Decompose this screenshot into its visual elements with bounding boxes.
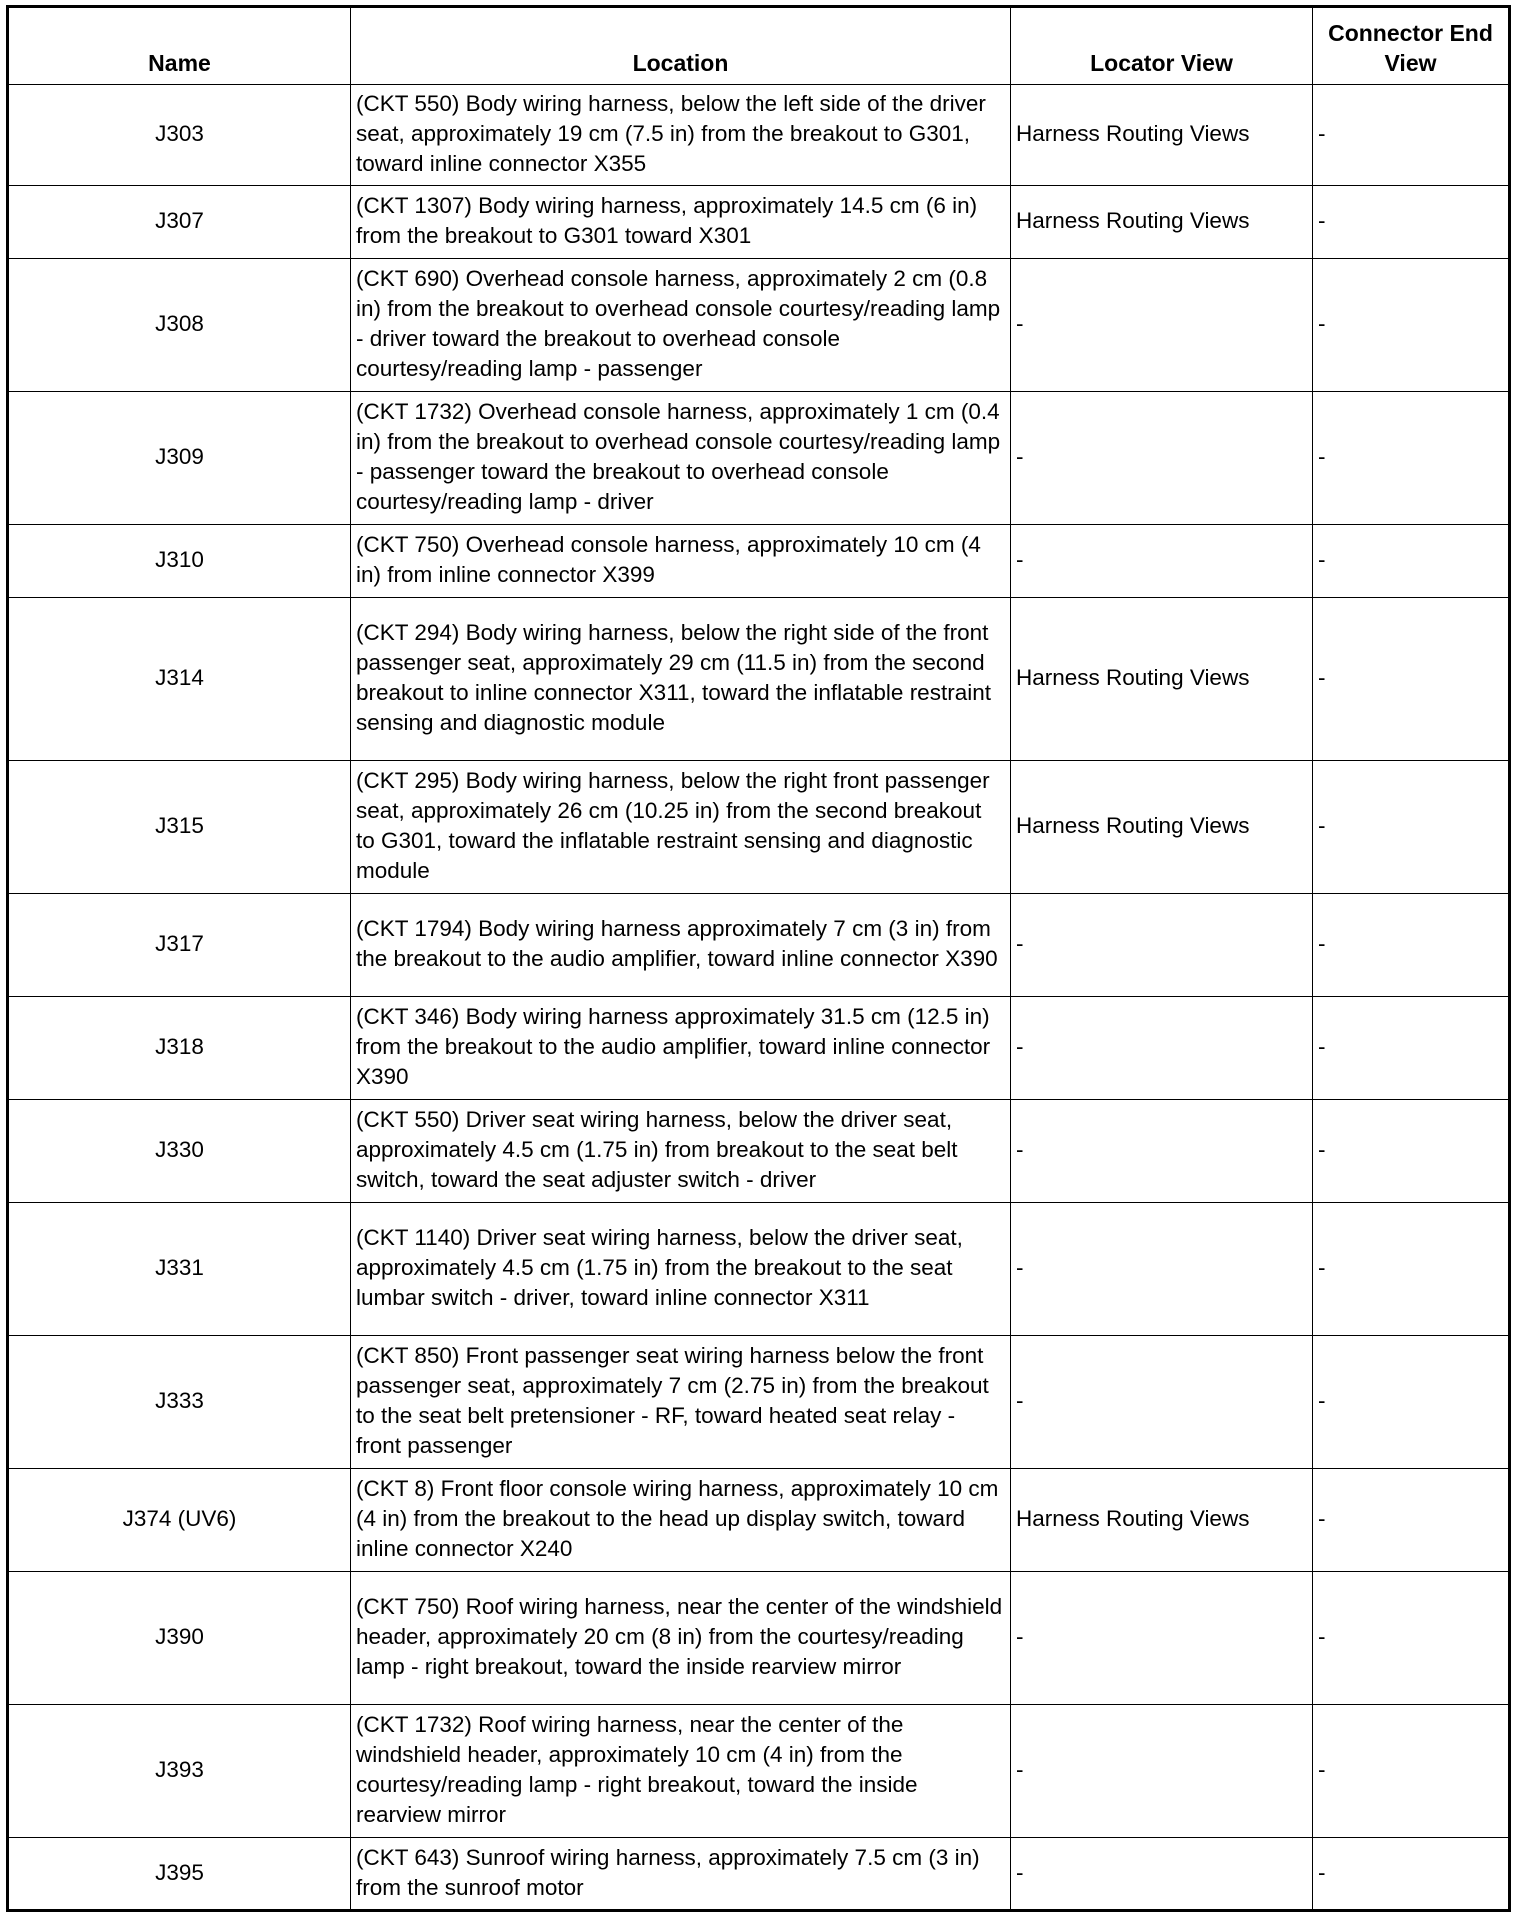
cell-name: J315 bbox=[8, 761, 351, 894]
cell-name: J314 bbox=[8, 598, 351, 761]
cell-location: (CKT 1794) Body wiring harness approximately 7 cm (3 in) from the breakout to the audio amplifier, toward inline connector X390 bbox=[351, 894, 1011, 997]
cell-location: (CKT 346) Body wiring harness approximately 31.5 cm (12.5 in) from the breakout to the audio amplifier, toward inline connector X390 bbox=[351, 997, 1011, 1100]
cell-name: J303 bbox=[8, 85, 351, 186]
cell-location: (CKT 1732) Roof wiring harness, near the center of the windshield header, approximately 10 cm (4 in) from the courtesy/reading lamp - right breakout, toward the inside rearview mirror bbox=[351, 1705, 1011, 1838]
cell-location: (CKT 643) Sunroof wiring harness, approximately 7.5 cm (3 in) from the sunroof motor bbox=[351, 1838, 1011, 1911]
table-row bbox=[8, 1336, 1510, 1469]
header-name: Name bbox=[8, 7, 351, 85]
cell-name: J395 bbox=[8, 1838, 351, 1911]
cell-name: J393 bbox=[8, 1705, 351, 1838]
cell-locator-view: - bbox=[1011, 259, 1313, 392]
cell-location: (CKT 1307) Body wiring harness, approximately 14.5 cm (6 in) from the breakout to G301 toward X301 bbox=[351, 186, 1011, 259]
table-header-row bbox=[8, 7, 1510, 85]
table-row bbox=[8, 85, 1510, 186]
table-row bbox=[8, 1838, 1510, 1911]
header-locator-view: Locator View bbox=[1011, 7, 1313, 85]
cell-location: (CKT 295) Body wiring harness, below the right front passenger seat, approximately 26 cm (10.25 in) from the second breakout to G301, toward the inflatable restraint sensing and diagnostic module bbox=[351, 761, 1011, 894]
splice-table-container bbox=[6, 5, 1508, 1912]
cell-locator-view: - bbox=[1011, 1572, 1313, 1705]
cell-locator-view: Harness Routing Views bbox=[1011, 1469, 1313, 1572]
cell-location: (CKT 1732) Overhead console harness, approximately 1 cm (0.4 in) from the breakout to overhead console courtesy/reading lamp - passenger toward the breakout to overhead console courtesy/reading lamp - driver bbox=[351, 392, 1011, 525]
table-row bbox=[8, 1203, 1510, 1336]
cell-location: (CKT 550) Body wiring harness, below the left side of the driver seat, approximately 19 cm (7.5 in) from the breakout to G301, toward inline connector X355 bbox=[351, 85, 1011, 186]
cell-locator-view: - bbox=[1011, 1705, 1313, 1838]
cell-name: J308 bbox=[8, 259, 351, 392]
cell-connector-end-view: - bbox=[1313, 761, 1510, 894]
cell-connector-end-view: - bbox=[1313, 997, 1510, 1100]
cell-locator-view: Harness Routing Views bbox=[1011, 598, 1313, 761]
cell-connector-end-view: - bbox=[1313, 1203, 1510, 1336]
cell-name: J330 bbox=[8, 1100, 351, 1203]
cell-connector-end-view: - bbox=[1313, 392, 1510, 525]
cell-name: J309 bbox=[8, 392, 351, 525]
cell-connector-end-view: - bbox=[1313, 186, 1510, 259]
table-row bbox=[8, 598, 1510, 761]
cell-connector-end-view: - bbox=[1313, 525, 1510, 598]
table-row bbox=[8, 761, 1510, 894]
cell-locator-view: - bbox=[1011, 392, 1313, 525]
cell-locator-view: - bbox=[1011, 1100, 1313, 1203]
cell-locator-view: Harness Routing Views bbox=[1011, 761, 1313, 894]
cell-location: (CKT 550) Driver seat wiring harness, below the driver seat, approximately 4.5 cm (1.75 in) from breakout to the seat belt switch, toward the seat adjuster switch - driver bbox=[351, 1100, 1011, 1203]
table-row bbox=[8, 1572, 1510, 1705]
cell-connector-end-view: - bbox=[1313, 1705, 1510, 1838]
cell-connector-end-view: - bbox=[1313, 1336, 1510, 1469]
cell-connector-end-view: - bbox=[1313, 1469, 1510, 1572]
cell-name: J390 bbox=[8, 1572, 351, 1705]
header-location: Location bbox=[351, 7, 1011, 85]
table-row bbox=[8, 1705, 1510, 1838]
cell-name: J331 bbox=[8, 1203, 351, 1336]
cell-connector-end-view: - bbox=[1313, 894, 1510, 997]
header-connector-end-view: Connector End View bbox=[1313, 7, 1510, 85]
cell-name: J333 bbox=[8, 1336, 351, 1469]
cell-locator-view: - bbox=[1011, 894, 1313, 997]
cell-connector-end-view: - bbox=[1313, 1838, 1510, 1911]
table-row bbox=[8, 894, 1510, 997]
cell-name: J318 bbox=[8, 997, 351, 1100]
cell-location: (CKT 750) Overhead console harness, approximately 10 cm (4 in) from inline connector X399 bbox=[351, 525, 1011, 598]
cell-connector-end-view: - bbox=[1313, 85, 1510, 186]
cell-location: (CKT 8) Front floor console wiring harness, approximately 10 cm (4 in) from the breakout to the head up display switch, toward inline connector X240 bbox=[351, 1469, 1011, 1572]
table-row bbox=[8, 392, 1510, 525]
table-row bbox=[8, 1469, 1510, 1572]
cell-connector-end-view: - bbox=[1313, 1100, 1510, 1203]
cell-connector-end-view: - bbox=[1313, 598, 1510, 761]
table-row bbox=[8, 997, 1510, 1100]
cell-connector-end-view: - bbox=[1313, 259, 1510, 392]
cell-name: J374 (UV6) bbox=[8, 1469, 351, 1572]
cell-locator-view: Harness Routing Views bbox=[1011, 186, 1313, 259]
cell-connector-end-view: - bbox=[1313, 1572, 1510, 1705]
cell-locator-view: - bbox=[1011, 1203, 1313, 1336]
cell-location: (CKT 750) Roof wiring harness, near the center of the windshield header, approximately 20 cm (8 in) from the courtesy/reading lamp - right breakout, toward the inside rearview mirror bbox=[351, 1572, 1011, 1705]
cell-location: (CKT 690) Overhead console harness, approximately 2 cm (0.8 in) from the breakout to overhead console courtesy/reading lamp - driver toward the breakout to overhead console courtesy/reading lamp - passenger bbox=[351, 259, 1011, 392]
splice-location-table bbox=[6, 5, 1511, 1912]
table-row bbox=[8, 525, 1510, 598]
cell-locator-view: - bbox=[1011, 1838, 1313, 1911]
table-row bbox=[8, 259, 1510, 392]
cell-name: J310 bbox=[8, 525, 351, 598]
cell-locator-view: - bbox=[1011, 1336, 1313, 1469]
table-row bbox=[8, 1100, 1510, 1203]
cell-name: J307 bbox=[8, 186, 351, 259]
cell-location: (CKT 850) Front passenger seat wiring harness below the front passenger seat, approximately 7 cm (2.75 in) from the breakout to the seat belt pretensioner - RF, toward heated seat relay - front passenger bbox=[351, 1336, 1011, 1469]
cell-locator-view: - bbox=[1011, 997, 1313, 1100]
cell-locator-view: Harness Routing Views bbox=[1011, 85, 1313, 186]
table-row bbox=[8, 186, 1510, 259]
cell-location: (CKT 1140) Driver seat wiring harness, below the driver seat, approximately 4.5 cm (1.75 in) from the breakout to the seat lumbar switch - driver, toward inline connector X311 bbox=[351, 1203, 1011, 1336]
cell-location: (CKT 294) Body wiring harness, below the right side of the front passenger seat, approximately 29 cm (11.5 in) from the second breakout to inline connector X311, toward the inflatable restraint sensing and diagnostic module bbox=[351, 598, 1011, 761]
cell-locator-view: - bbox=[1011, 525, 1313, 598]
cell-name: J317 bbox=[8, 894, 351, 997]
